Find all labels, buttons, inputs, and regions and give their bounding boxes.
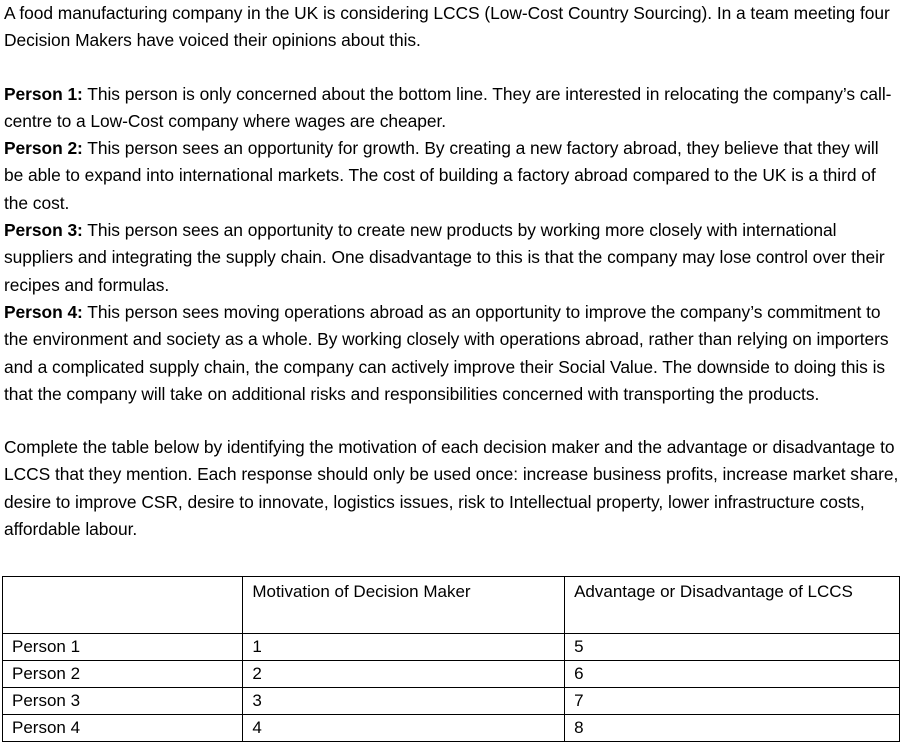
table-row bbox=[3, 661, 900, 688]
table-row bbox=[3, 634, 900, 661]
row-label: Person 2 bbox=[3, 661, 243, 688]
motivation-cell: 2 bbox=[243, 661, 565, 688]
person-3-paragraph bbox=[4, 217, 901, 299]
person-2-paragraph bbox=[4, 135, 901, 217]
person-1-paragraph bbox=[4, 81, 901, 136]
person-3-text: This person sees an opportunity to create new products by working more closely with international suppliers and integrating the supply chain. One disadvantage to this is that the company may lose control over their recipes and formulas. bbox=[4, 220, 885, 295]
motivation-cell: 1 bbox=[243, 634, 565, 661]
motivation-cell: 3 bbox=[243, 688, 565, 715]
row-label: Person 3 bbox=[3, 688, 243, 715]
person-2-text: This person sees an opportunity for growth. By creating a new factory abroad, they believe that they will be able to expand into international markets. The cost of building a factory abroad compared to the UK is a third of the cost. bbox=[4, 138, 879, 213]
advantage-cell: 6 bbox=[565, 661, 900, 688]
persons-section bbox=[4, 81, 901, 409]
row-label: Person 4 bbox=[3, 715, 243, 742]
header-advantage: Advantage or Disadvantage of LCCS bbox=[565, 577, 900, 634]
header-motivation: Motivation of Decision Maker bbox=[243, 577, 565, 634]
advantage-cell: 8 bbox=[565, 715, 900, 742]
person-1-label: Person 1: bbox=[4, 83, 83, 104]
person-2-label: Person 2: bbox=[4, 138, 83, 159]
table-header-row bbox=[3, 577, 900, 634]
person-4-label: Person 4: bbox=[4, 301, 83, 322]
row-label: Person 1 bbox=[3, 634, 243, 661]
document-page bbox=[4, 0, 901, 543]
person-4-paragraph bbox=[4, 299, 901, 408]
person-1-text: This person is only concerned about the bottom line. They are interested in relocating the company’s call-centre to a Low-Cost company where wages are cheaper. bbox=[4, 83, 892, 131]
table-row bbox=[3, 688, 900, 715]
intro-paragraph: A food manufacturing company in the UK is considering LCCS (Low-Cost Country Sourcing). In a team meeting four Decision Makers have voiced their opinions about this. bbox=[4, 3, 890, 51]
person-4-text: This person sees moving operations abroad as an opportunity to improve the company’s commitment to the environment and society as a whole. By working closely with operations abroad, rather than relying on importers and a complicated supply chain, the company can actively improve their Social Value. The downside to doing this is that the company will take on additional risks and responsibilities concerned with transporting the products. bbox=[4, 301, 889, 404]
advantage-cell: 7 bbox=[565, 688, 900, 715]
table-row bbox=[3, 715, 900, 742]
person-3-label: Person 3: bbox=[4, 220, 83, 241]
header-empty-cell bbox=[3, 577, 243, 634]
answer-table bbox=[2, 576, 900, 742]
task-instructions: Complete the table below by identifying the motivation of each decision maker and the advantage or disadvantage to LCCS that they mention. Each response should only be used once: increase business profits, increase market share, desire to improve CSR, desire to innovate, logistics issues, risk to Intellectual property, lower infrastructure costs, affordable labour. bbox=[4, 437, 899, 540]
motivation-cell: 4 bbox=[243, 715, 565, 742]
advantage-cell: 5 bbox=[565, 634, 900, 661]
